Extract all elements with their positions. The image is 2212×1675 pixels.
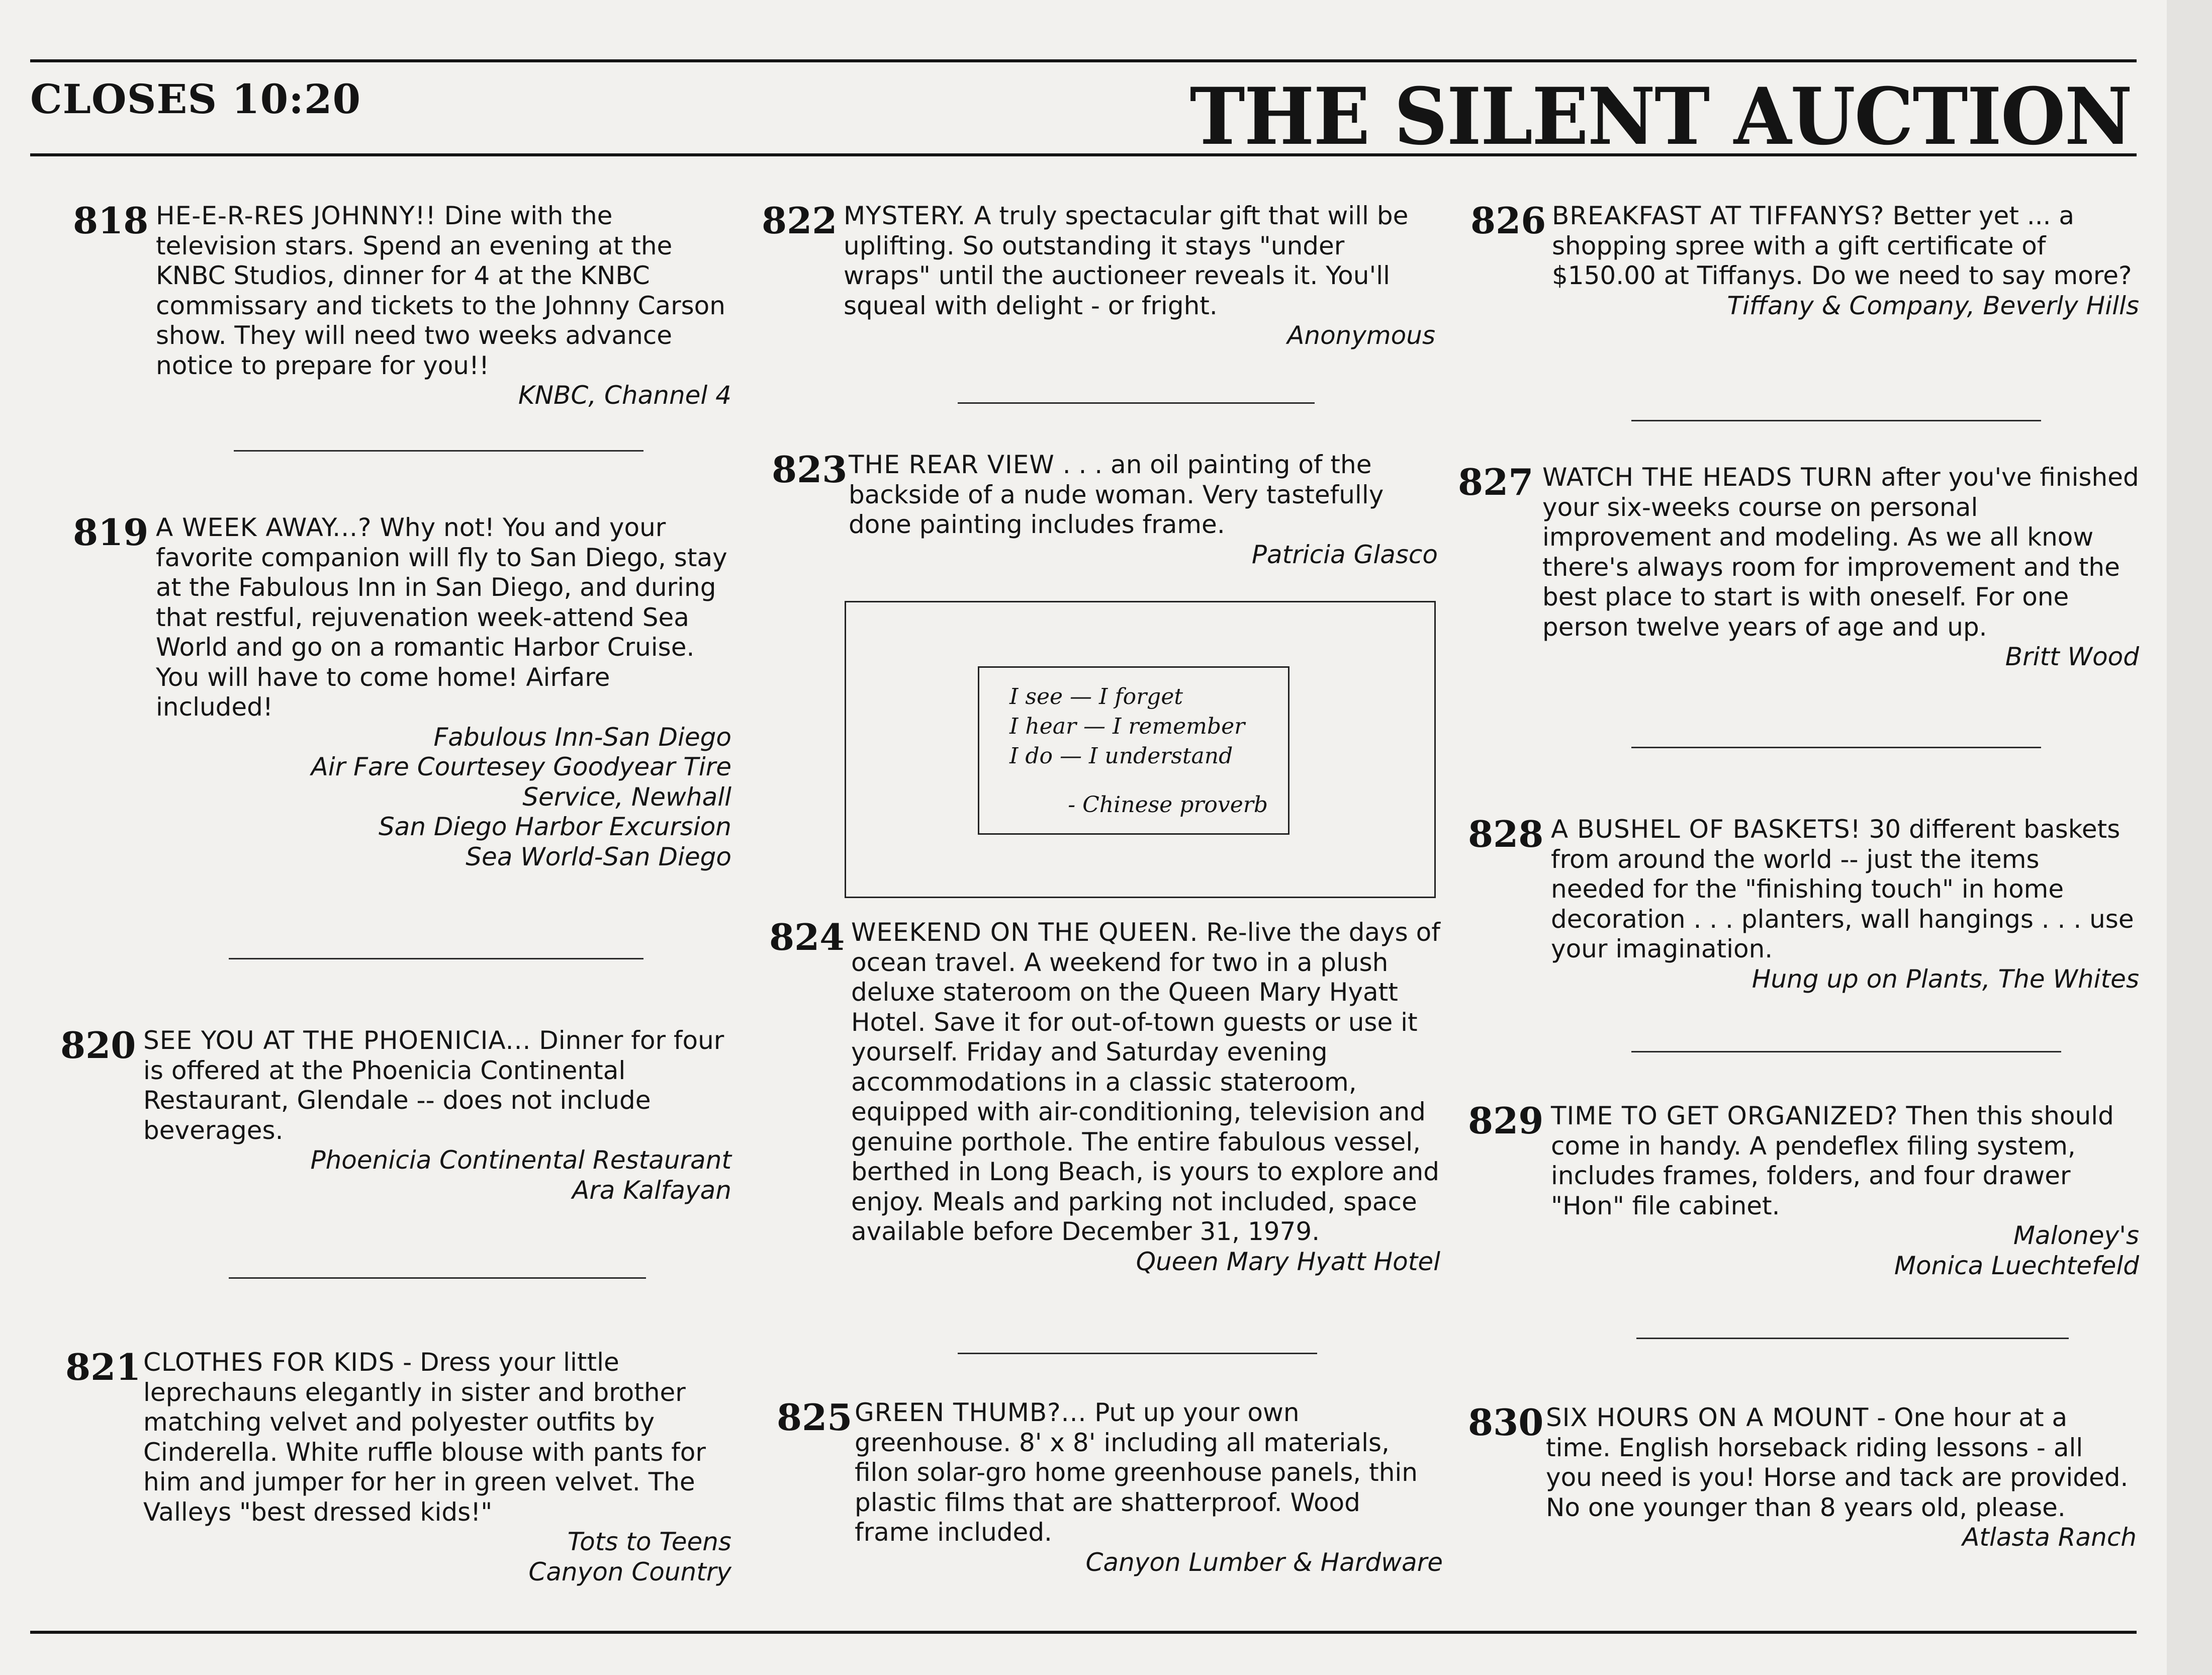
item-divider [234,450,643,452]
item-title: TIME TO GET ORGANIZED? [1551,1101,1898,1130]
item-donors: Hung up on Plants, The Whites [1752,964,2139,994]
item-title: CLOTHES FOR KIDS [143,1348,395,1377]
auction-item-821 [65,1348,731,1587]
item-number: 830 [1468,1401,1544,1444]
item-description: Dinner for four is offered at the Phoenicia Continental Restaurant, Glendale -- does not include beverages. [143,1026,724,1145]
item-number: 824 [769,916,845,958]
auction-item-824 [769,918,1440,1277]
auction-item-822 [762,201,1435,351]
item-number: 820 [60,1024,136,1067]
item-title: A BUSHEL OF BASKETS! [1551,815,1861,844]
auction-item-820 [60,1026,731,1205]
item-number: 821 [65,1346,141,1388]
item-title: A WEEK AWAY...? [156,513,372,542]
item-title: WATCH THE HEADS TURN [1542,463,1873,492]
item-donors: Canyon Lumber & Hardware [1085,1547,1443,1577]
item-title: SEE YOU AT THE PHOENICIA... [143,1026,531,1055]
item-divider [1631,747,2041,748]
item-donors: KNBC, Channel 4 [518,381,731,410]
item-title: SIX HOURS ON A MOUNT [1546,1403,1869,1432]
item-title: BREAKFAST AT TIFFANYS? [1552,201,1885,230]
auction-item-825 [777,1398,1443,1577]
item-number: 828 [1468,813,1544,855]
item-divider [958,402,1315,404]
item-donors: Atlasta Ranch [1962,1523,2137,1552]
auction-item-828 [1468,815,2139,994]
item-divider [229,1277,646,1279]
item-description: A truly spectacular gift that will be uplifting. So outstanding it stays "under wraps" until the auctioneer reveals it. You'll squeal with delight - or fright. [844,201,1409,320]
item-donors: Tiffany & Company, Beverly Hills [1727,291,2139,320]
item-donors: Anonymous [1287,321,1435,350]
item-title: WEEKEND ON THE QUEEN. [851,918,1199,947]
item-donors: Britt Wood [2005,642,2139,671]
auction-item-823 [772,450,1438,570]
item-donors: Queen Mary Hyatt Hotel [1136,1247,1440,1276]
item-number: 829 [1468,1099,1544,1142]
item-divider [1636,1338,2069,1339]
item-number: 826 [1470,199,1546,242]
item-description: Then this should come in handy. A pendeflex filing system, includes frames, folders, and four drawer "Hon" file cabinet. [1551,1101,2114,1220]
item-donors: Tots to Teens Canyon Country [528,1527,731,1586]
item-description: 30 different baskets from around the world -- just the items needed for the "finishing touch" in home decoration . . . planters, wall hangings . . . use your imagination. [1551,815,2134,963]
item-description: Why not! You and your favorite companion will fly to San Diego, stay at the Fabulous Inn in San Diego, and during that restful, rejuvenation week-attend Sea World and go on a romantic Harbor Cruise. You will have to come home! Airfare included! [156,513,727,722]
item-description: Re-live the days of ocean travel. A weekend for two in a plush deluxe stateroom on the Queen Mary Hyatt Hotel. Save it for out-of-town guests or use it yourself. Friday and Saturday evening accommodations in a classic stateroom, equipped with air-conditioning, television and genuine porthole. The entire fabulous vessel, berthed in Long Beach, is yours to explore and enjoy. Meals and parking not included, space available before December 31, 1979. [851,918,1440,1246]
item-number: 819 [73,511,149,554]
item-donors: Fabulous Inn-San Diego Air Fare Courtesey Goodyear Tire Service, Newhall San Diego Harbor Excursion Sea World-San Diego [311,722,731,871]
item-divider [958,1353,1317,1354]
auction-item-830 [1468,1403,2137,1553]
item-divider [1631,1051,2061,1052]
item-title: THE REAR VIEW [849,450,1055,479]
item-description: after you've finished your six-weeks course on personal improvement and modeling. As we all know there's always room for improvement and the best place to start is with oneself. For one person twelve years of age and up. [1542,463,2139,642]
item-description: Put up your own greenhouse. 8' x 8' including all materials, filon solar-gro home greenhouse panels, thin plastic films that are shatterproof. Wood frame included. [855,1398,1418,1547]
auction-item-826 [1470,201,2139,321]
item-donors: Maloney's Monica Luechtefeld [1894,1221,2139,1280]
item-title: GREEN THUMB?... [855,1398,1087,1427]
item-donors: Phoenicia Continental Restaurant Ara Kalfayan [310,1145,731,1205]
item-divider [229,958,643,959]
top-rule [30,59,2137,62]
item-donors: Patricia Glasco [1251,540,1438,569]
page-title: THE SILENT AUCTION [1189,70,2132,162]
item-divider [1631,420,2041,421]
item-description: Dine with the television stars. Spend an evening at the KNBC Studios, dinner for 4 at the KNBC commissary and tickets to the Johnny Carson show. They will need two weeks advance notice to prepare for you!! [156,201,725,380]
item-description: . . . an oil painting of the backside of a nude woman. Very tastefully done painting includes frame. [849,450,1384,539]
item-description: - Dress your little leprechauns elegantly in sister and brother matching velvet and polyester outfits by Cinderella. White ruffle blouse with pants for him and jumper for her in green velvet. The Valleys "best dressed kids!" [143,1348,706,1527]
auction-item-819 [73,513,731,872]
item-title: MYSTERY. [844,201,966,230]
item-description: Better yet ... a shopping spree with a gift certificate of $150.00 at Tiffanys. Do we need to say more? [1552,201,2132,290]
closing-time: CLOSES 10:20 [30,75,361,123]
footer-rule [30,1631,2137,1634]
auction-item-818 [73,201,731,411]
item-title: HE-E-R-RES JOHNNY!! [156,201,436,230]
item-number: 822 [762,199,838,242]
item-number: 823 [772,448,848,491]
item-number: 825 [777,1396,853,1439]
item-number: 818 [73,199,149,242]
page-edge [2167,0,2212,1675]
chinese-proverb: I see — I forget I hear — I remember I do — I understand - Chinese proverb [978,666,1289,835]
auction-item-829 [1468,1101,2139,1281]
item-description: - One hour at a time. English horseback riding lessons - all you need is you! Horse and tack are provided. No one younger than 8 years old, please. [1546,1403,2129,1522]
auction-item-827 [1458,463,2139,672]
item-number: 827 [1458,461,1534,503]
